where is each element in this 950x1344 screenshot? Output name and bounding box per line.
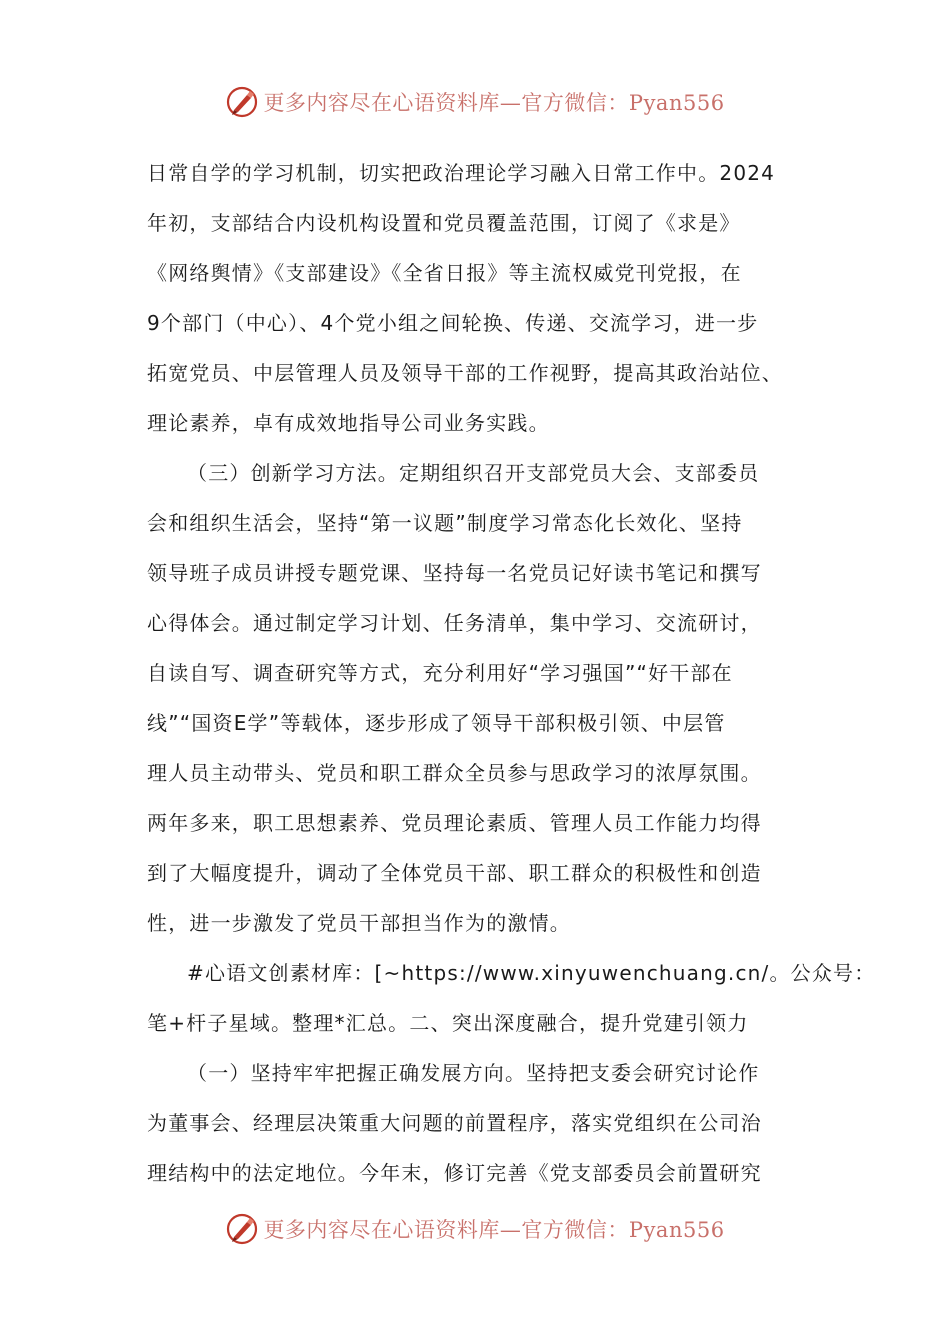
text-line: 日常自学的学习机制，切实把政治理论学习融入日常工作中。2024 [147, 161, 776, 185]
pen-logo-icon [225, 1212, 259, 1246]
text-line: 笔+杆子星域。整理*汇总。二、突出深度融合，提升党建引领力 [147, 1011, 749, 1035]
paragraph [147, 448, 817, 948]
paragraph [147, 148, 817, 448]
text-line: 理人员主动带头、党员和职工群众全员参与思政学习的浓厚氛围。 [147, 761, 762, 785]
text-line: （一）坚持牢牢把握正确发展方向。坚持把支委会研究讨论作 [187, 1061, 760, 1085]
text-line: 拓宽党员、中层管理人员及领导干部的工作视野，提高其政治站位、 [147, 361, 783, 385]
text-line: #心语文创素材库：[~https://www.xinyuwenchuang.cn/。公众号： [187, 961, 876, 985]
text-line: 年初，支部结合内设机构设置和党员覆盖范围，订阅了《求是》 [147, 211, 741, 235]
text-line: 线”“国资E学”等载体，逐步形成了领导干部积极引领、中层管 [147, 711, 726, 735]
text-line: 为董事会、经理层决策重大问题的前置程序，落实党组织在公司治 [147, 1111, 762, 1135]
text-line: 到了大幅度提升，调动了全体党员干部、职工群众的积极性和创造 [147, 861, 762, 885]
text-line: 《网络舆情》《支部建设》《全省日报》等主流权威党刊党报，在 [147, 261, 742, 285]
watermark-text: 更多内容尽在心语资料库—官方微信：Pyan556 [263, 1218, 725, 1242]
text-line: 9个部门（中心）、4个党小组之间轮换、传递、交流学习，进一步 [147, 311, 759, 335]
text-line: 自读自写、调查研究等方式，充分利用好“学习强国”“好干部在 [147, 661, 733, 685]
paragraph [147, 1048, 817, 1198]
watermark-banner-bottom [0, 1209, 950, 1249]
text-line: 性，进一步激发了党员干部担当作为的激情。 [147, 911, 571, 935]
text-line: 心得体会。通过制定学习计划、任务清单，集中学习、交流研讨， [147, 611, 762, 635]
text-line: 领导班子成员讲授专题党课、坚持每一名党员记好读书笔记和撰写 [147, 561, 762, 585]
pen-logo-icon [225, 85, 259, 119]
document-body [147, 148, 876, 1198]
text-line: 会和组织生活会，坚持“第一议题”制度学习常态化长效化、坚持 [147, 511, 743, 535]
watermark-banner-top [0, 82, 950, 122]
text-line: （三）创新学习方法。定期组织召开支部党员大会、支部委员 [187, 461, 760, 485]
watermark-text: 更多内容尽在心语资料库—官方微信：Pyan556 [263, 91, 725, 115]
paragraph [147, 948, 876, 1048]
text-line: 理论素养，卓有成效地指导公司业务实践。 [147, 411, 550, 435]
text-line: 两年多来，职工思想素养、党员理论素质、管理人员工作能力均得 [147, 811, 762, 835]
text-line: 理结构中的法定地位。今年末，修订完善《党支部委员会前置研究 [147, 1161, 762, 1185]
